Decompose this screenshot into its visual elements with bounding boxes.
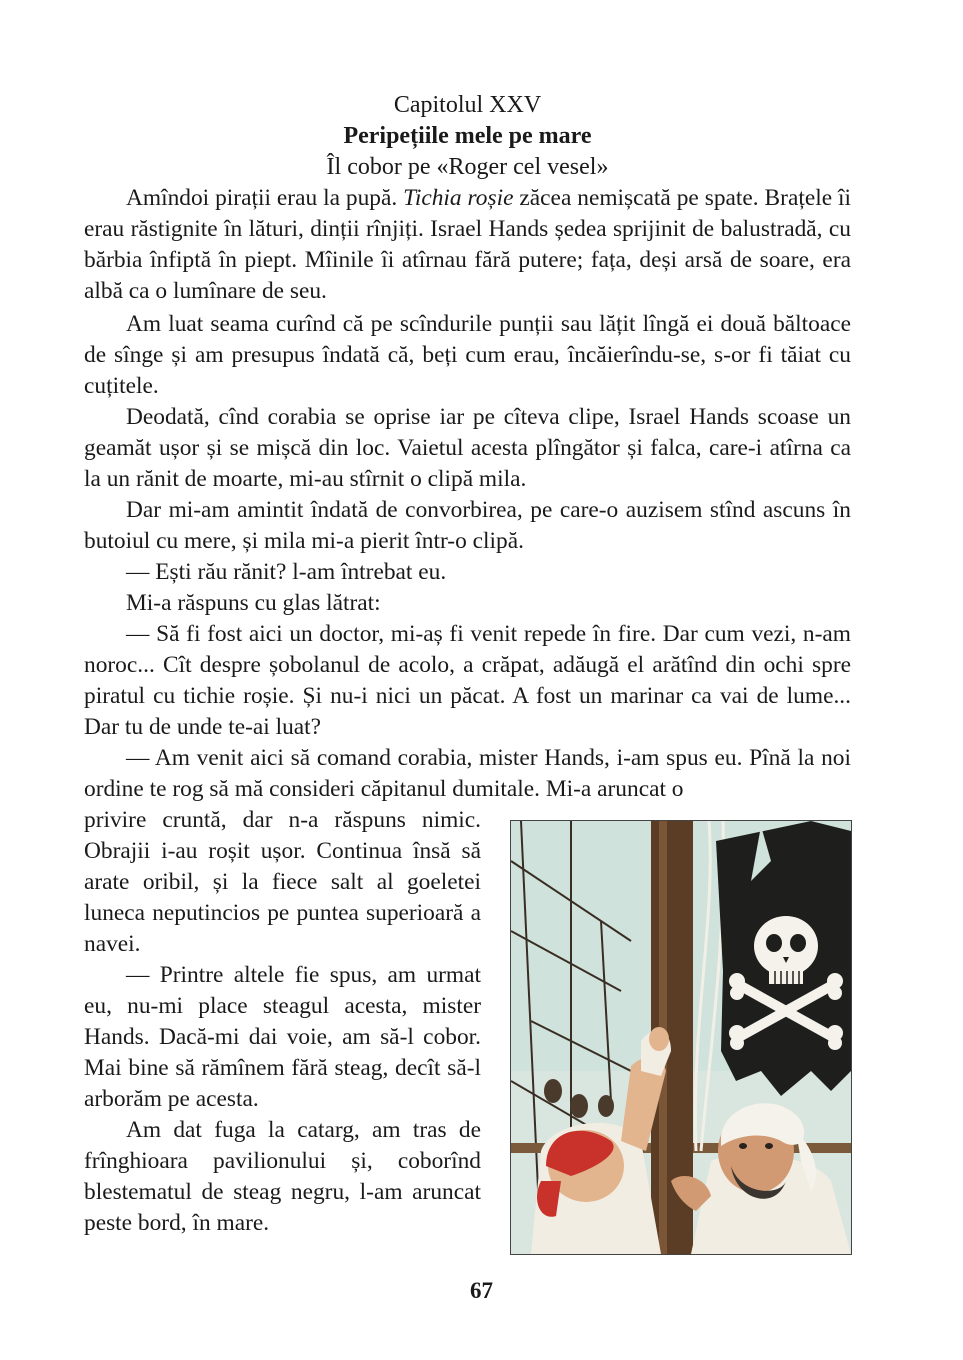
paragraph-4 [84, 495, 851, 557]
paragraph-1 [84, 183, 851, 307]
paragraph-5-text: — Ești rău rănit? l-am întrebat eu. [126, 559, 447, 585]
chapter-subtitle: Îl cobor pe «Roger cel vesel» [326, 154, 609, 180]
paragraph-3 [84, 402, 851, 495]
pirate-flag-illustration [510, 820, 852, 1255]
paragraph-8 [84, 743, 851, 805]
paragraph-10-text: — Printre altele fie spus, am urmat eu, nu-mi place steagul acesta, mister Hands. Dacă-mi dai voie, am să-l cobor. Mai bine să rămînem fără steag, decît să-l arborăm pe acesta. [84, 962, 481, 1112]
paragraph-11-text: Am dat fuga la catarg, am tras de frînghioara pavilionului și, coborînd blestematul de steag negru, l-am aruncat peste bord, în mare. [84, 1117, 481, 1236]
paragraph-1-start: Amîndoi pirații erau la pupă. [126, 185, 404, 211]
paragraph-2-text: Am luat seama curînd că pe scîndurile punții sau lățit lîngă ei două băltoace de sînge și am presupus îndată că, beți cum erau, încăierîndu-se, s-or fi tăiat cu cuțitele. [84, 311, 851, 399]
paragraph-6-text: Mi-a răspuns cu glas lătrat: [126, 590, 381, 616]
paragraph-6 [84, 588, 851, 619]
paragraph-10 [84, 960, 481, 1115]
page-number: 67 [470, 1278, 493, 1303]
paragraph-8-text: — Am venit aici să comand corabia, mister Hands, i-am spus eu. Pînă la noi ordine te rog să mă consideri căpitanul dumitale. Mi-a aruncat o [84, 745, 851, 802]
paragraph-7-text: — Să fi fost aici un doctor, mi-aș fi venit repede în fire. Dar cum vezi, n-am noroc... Cît despre șobolanul de acolo, a crăpat, adăugă el arătînd din ochi spre piratul cu tichie roșie. Și nu-i nici un păcat. A fost un marinar ca vai de lume... Dar tu de unde te-ai luat? [84, 621, 851, 740]
paragraph-4-text: Dar mi-am amintit îndată de convorbirea, pe care-o auzisem stînd ascuns în butoiul cu mere, și mila mi-a pierit într-o clipă. [84, 497, 851, 554]
paragraph-2 [84, 309, 851, 402]
chapter-title: Peripețiile mele pe mare [343, 123, 592, 149]
paragraph-5 [84, 557, 851, 588]
paragraph-9-text: privire cruntă, dar n-a răspuns nimic. Obrajii i-au roșit ușor. Continua însă să arate oribil, și la fiece salt al goeletei luneca neputincios pe puntea superioară a navei. [84, 807, 481, 957]
paragraph-1-rest: zăcea nemișcată pe spate. Brațele îi erau răstignite în lături, dinții rînjiți. Israel Hands ședea sprijinit de balustradă, cu bărbia înfiptă în piept. Mîinile îi atîrnau fără putere; fața, deși arsă de soare, era albă ca o lumînare de seu. [84, 185, 852, 304]
paragraph-1-italic: Tichia roșie [403, 185, 514, 211]
paragraph-9 [84, 805, 481, 960]
paragraph-7 [84, 619, 851, 743]
paragraph-3-text: Deodată, cînd corabia se oprise iar pe cîteva clipe, Israel Hands scoase un geamăt ușor și se mișcă din loc. Vaietul acesta plîngător și falca, care-i atîrna ca la un rănit de moarte, mi-au stîrnit o clipă mila. [84, 404, 851, 492]
paragraph-11 [84, 1115, 481, 1239]
chapter-number: Capitolul XXV [393, 92, 542, 118]
